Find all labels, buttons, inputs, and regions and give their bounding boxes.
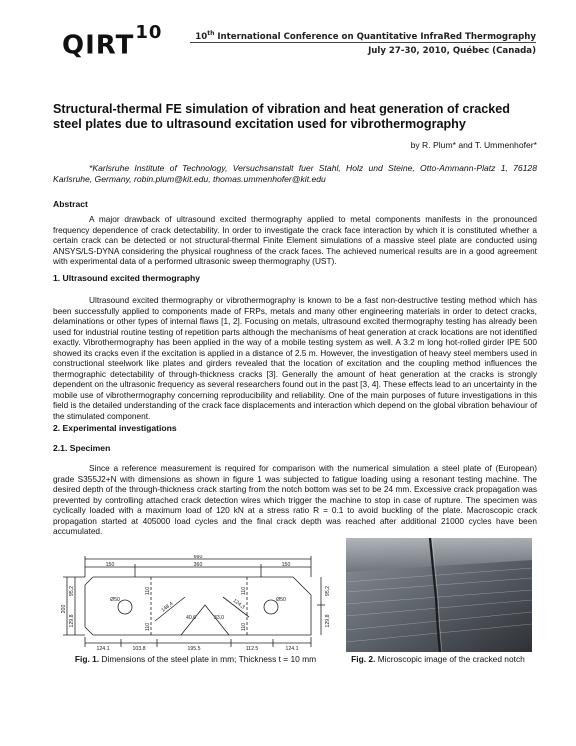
- dim-total: 660: [193, 555, 203, 560]
- dim-right-h1: 95,2: [325, 585, 331, 597]
- dim-left-h2: 95,2: [69, 585, 75, 597]
- dim-v1: 110: [145, 586, 151, 596]
- dim-right-top: 150: [281, 562, 291, 568]
- dim-v4: 110: [241, 622, 247, 632]
- dim-mid-top: 360: [193, 562, 203, 568]
- paper-affiliation: *Karlsruhe Institute of Technology, Versuchsanstalt fuer Stahl, Holz und Steine, Otto-Ammann-Platz 1, 76128 Karlsruhe, Germany, robin.plum@kit.edu, thomas.ummenhofer@kit.edu: [53, 163, 537, 184]
- dim-bot4: 112,5: [245, 646, 259, 650]
- dim-diag1: 148,4: [160, 600, 175, 614]
- dim-left-h3: 129,8: [69, 614, 75, 628]
- figure1-drawing: [53, 555, 338, 650]
- section21-heading: 2.1. Specimen: [53, 443, 111, 453]
- dim-diag4: 33,0: [213, 615, 225, 621]
- conference-date-place: July 27-30, 2010, Québec (Canada): [368, 46, 536, 56]
- dim-left-h1: 200: [61, 604, 67, 614]
- abstract-heading: Abstract: [53, 199, 88, 209]
- dim-v3: 110: [241, 586, 247, 596]
- section1-heading: 1. Ultrasound excited thermography: [53, 273, 201, 283]
- figure2-microscopic-image: [346, 538, 532, 652]
- dim-left-top: 150: [105, 562, 115, 568]
- conference-title: International Conference on Quantitative InfraRed Thermography: [217, 31, 536, 42]
- dim-right-h2: 129,8: [325, 614, 331, 628]
- header-rule: [190, 42, 536, 43]
- figure2-caption-text: Microscopic image of the cracked notch: [377, 654, 525, 664]
- section1-text: Ultrasound excited thermography or vibrothermography is known to be a fast non-destructive testing method which has been successfully applied to components made of FRPs, metals and many other engineering materials in order to detect cracks, delaminations or other types of internal flaws [1, 2]. Focusing on metals, ultrasound excited thermography testing has already been used for industrial routine testing of repetition parts although the mechanisms of heat generation at crack locations are not identified exactly. Vibrothermography has been applied in the way of a mobile testing system as well. A 3.2 m long hot-rolled girder IPE 500 showed its cracks even if the excitation is applied in a distance of 2.5 m. However, the investigation of heavy steel members used in constructional steelwork like plates and girders revealed that the location of excitation and the coupling method influences the thermographic detectability of through-thickness cracks [3]. Generally the amount of heat generation at the cracks is strongly dependent on the ultrasonic frequency as several researchers found out in the past [3, 4]. These effects lead to an uncertainty in the mobile use of vibrothermography concerning reproducibility and reliability. One of the main purposes of future investigations in this field is the detailed understanding of the crack face displacements and interaction which depend on the global vibration behaviour of the stimulated component.: [53, 295, 537, 421]
- qirt-logo: [62, 22, 163, 61]
- figure2-caption: [340, 654, 536, 664]
- figure1-caption-label: Fig. 1.: [74, 654, 100, 664]
- figure1-caption: [53, 654, 338, 664]
- figure2-caption-label: Fig. 2.: [351, 654, 376, 664]
- figure1-caption-text: Dimensions of the steel plate in mm; Thickness t = 10 mm: [101, 654, 317, 664]
- logo-text: QIRT: [62, 30, 135, 61]
- dim-bot2: 103,8: [132, 646, 146, 650]
- abstract-text: A major drawback of ultrasound excited thermography applied to metal components manifests in the pronounced frequency dependence of crack detectability. In order to investigate the crack face interaction by which it is constituted whether a certain crack can be detected or not structural-thermal Finite Element simulations of a massive steel plate are conducted using ANSYS/LS-DYNA considering the physical roughness of the crack faces. The achieved numerical results are in a good agreement with experimental data of a performed ultrasonic sweep thermography (UST).: [53, 214, 537, 266]
- dim-v2: 110: [145, 622, 151, 632]
- conference-name: [190, 30, 536, 42]
- conference-ordinal: 10: [195, 31, 208, 42]
- paper-authors: by R. Plum* and T. Ummenhofer*: [410, 140, 537, 150]
- section2-heading: 2. Experimental investigations: [53, 423, 177, 433]
- dim-hole-left: Ø50: [110, 597, 120, 603]
- dim-bot1: 124,1: [96, 646, 110, 650]
- dim-bot3: 195,5: [187, 646, 201, 650]
- dim-diag3: 40,6: [185, 615, 197, 621]
- dim-hole-right: Ø50: [276, 597, 286, 603]
- paper-title: Structural-thermal FE simulation of vibration and heat generation of cracked steel plates due to ultrasound excitation used for vibrothermography: [53, 102, 510, 131]
- logo-number: 10: [135, 22, 163, 43]
- conference-ordinal-suffix: th: [207, 30, 215, 37]
- section21-text: Since a reference measurement is required for comparison with the numerical simulation a steel plate of (European) grade S355J2+N with dimensions as shown in figure 1 was subjected to fatigue loading using a resonant testing machine. The desired depth of the through-thickness crack starting from the notch bottom was set to be 24 mm. Excessive crack propagation was prevented by controlling attached crack detection wires which trigger the machine to stop in case of rupture. The specimen was cyclically loaded with a maximum load of 120 kN at a stress ratio R = 0.1 to avoid buckling of the plate. Macroscopic crack propagation started at 405000 load cycles and the final crack depth was reached after additional 21000 cycles have been accumulated.: [53, 463, 537, 536]
- dim-bot5: 124,1: [285, 646, 299, 650]
- dim-diag2: 124,3: [231, 597, 246, 611]
